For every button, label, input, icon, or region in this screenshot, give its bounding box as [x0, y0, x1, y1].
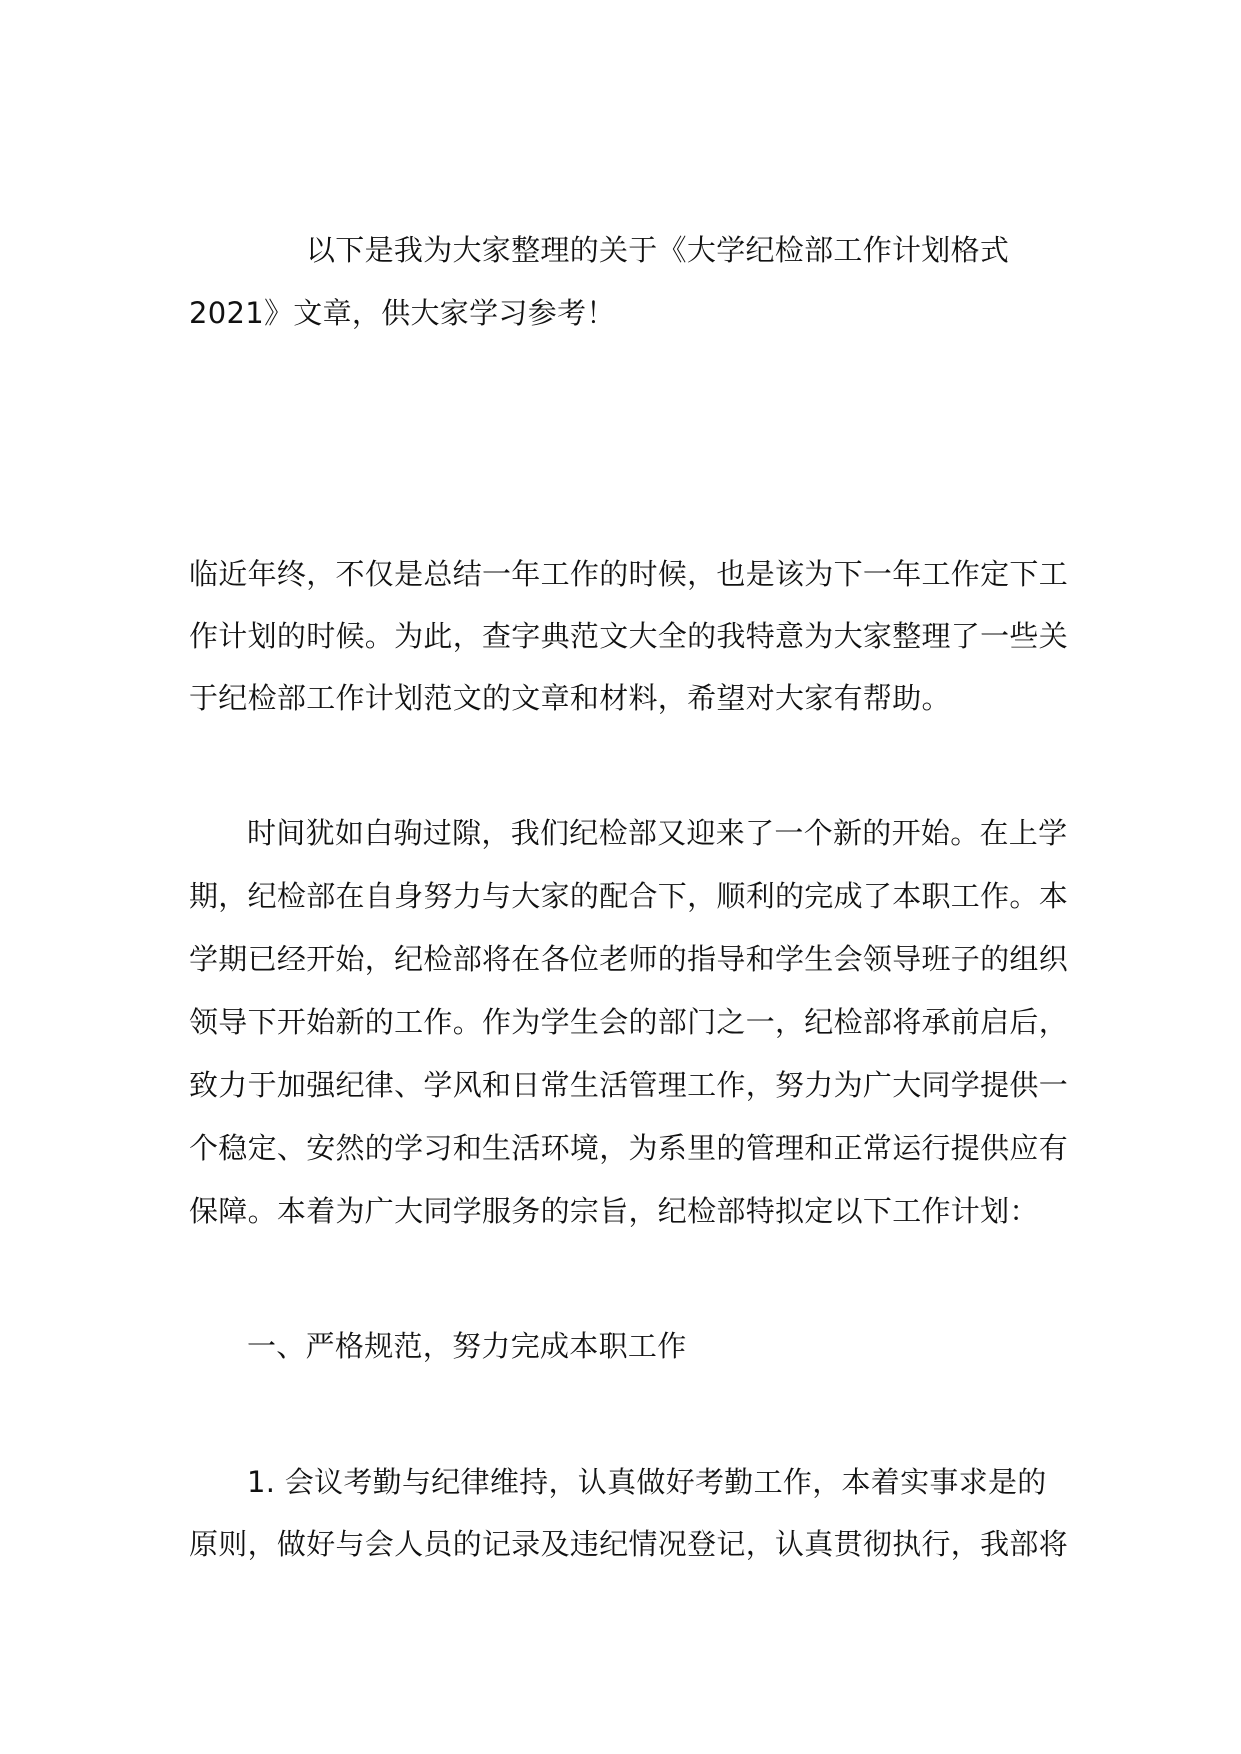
- paragraph2-line-7: 保障。本着为广大同学服务的宗旨，纪检部特拟定以下工作计划：: [189, 1194, 1039, 1228]
- item1-line-2: 原则，做好与会人员的记录及违纪情况登记，认真贯彻执行，我部将: [189, 1527, 1069, 1561]
- intro-line-2: 2021》文章，供大家学习参考！: [189, 296, 616, 330]
- paragraph2-line-5: 致力于加强纪律、学风和日常生活管理工作，努力为广大同学提供一: [189, 1068, 1069, 1102]
- intro-line-1: 以下是我为大家整理的关于《大学纪检部工作计划格式: [306, 233, 1010, 267]
- paragraph1-line-2: 作计划的时候。为此，查字典范文大全的我特意为大家整理了一些关: [189, 619, 1069, 653]
- paragraph2-line-1: 时间犹如白驹过隙，我们纪检部又迎来了一个新的开始。在上学: [247, 816, 1068, 850]
- paragraph1-line-1: 临近年终，不仅是总结一年工作的时候，也是该为下一年工作定下工: [189, 557, 1069, 591]
- item1-line-1: 1. 会议考勤与纪律维持，认真做好考勤工作，本着实事求是的: [247, 1465, 1047, 1499]
- paragraph2-line-2: 期，纪检部在自身努力与大家的配合下，顺利的完成了本职工作。本: [189, 879, 1069, 913]
- paragraph1-line-3: 于纪检部工作计划范文的文章和材料，希望对大家有帮助。: [189, 681, 951, 715]
- paragraph2-line-4: 领导下开始新的工作。作为学生会的部门之一，纪检部将承前启后，: [189, 1005, 1069, 1039]
- paragraph2-line-3: 学期已经开始，纪检部将在各位老师的指导和学生会领导班子的组织: [189, 942, 1069, 976]
- section-heading-1: 一、严格规范，努力完成本职工作: [247, 1329, 687, 1363]
- paragraph2-line-6: 个稳定、安然的学习和生活环境，为系里的管理和正常运行提供应有: [189, 1131, 1069, 1165]
